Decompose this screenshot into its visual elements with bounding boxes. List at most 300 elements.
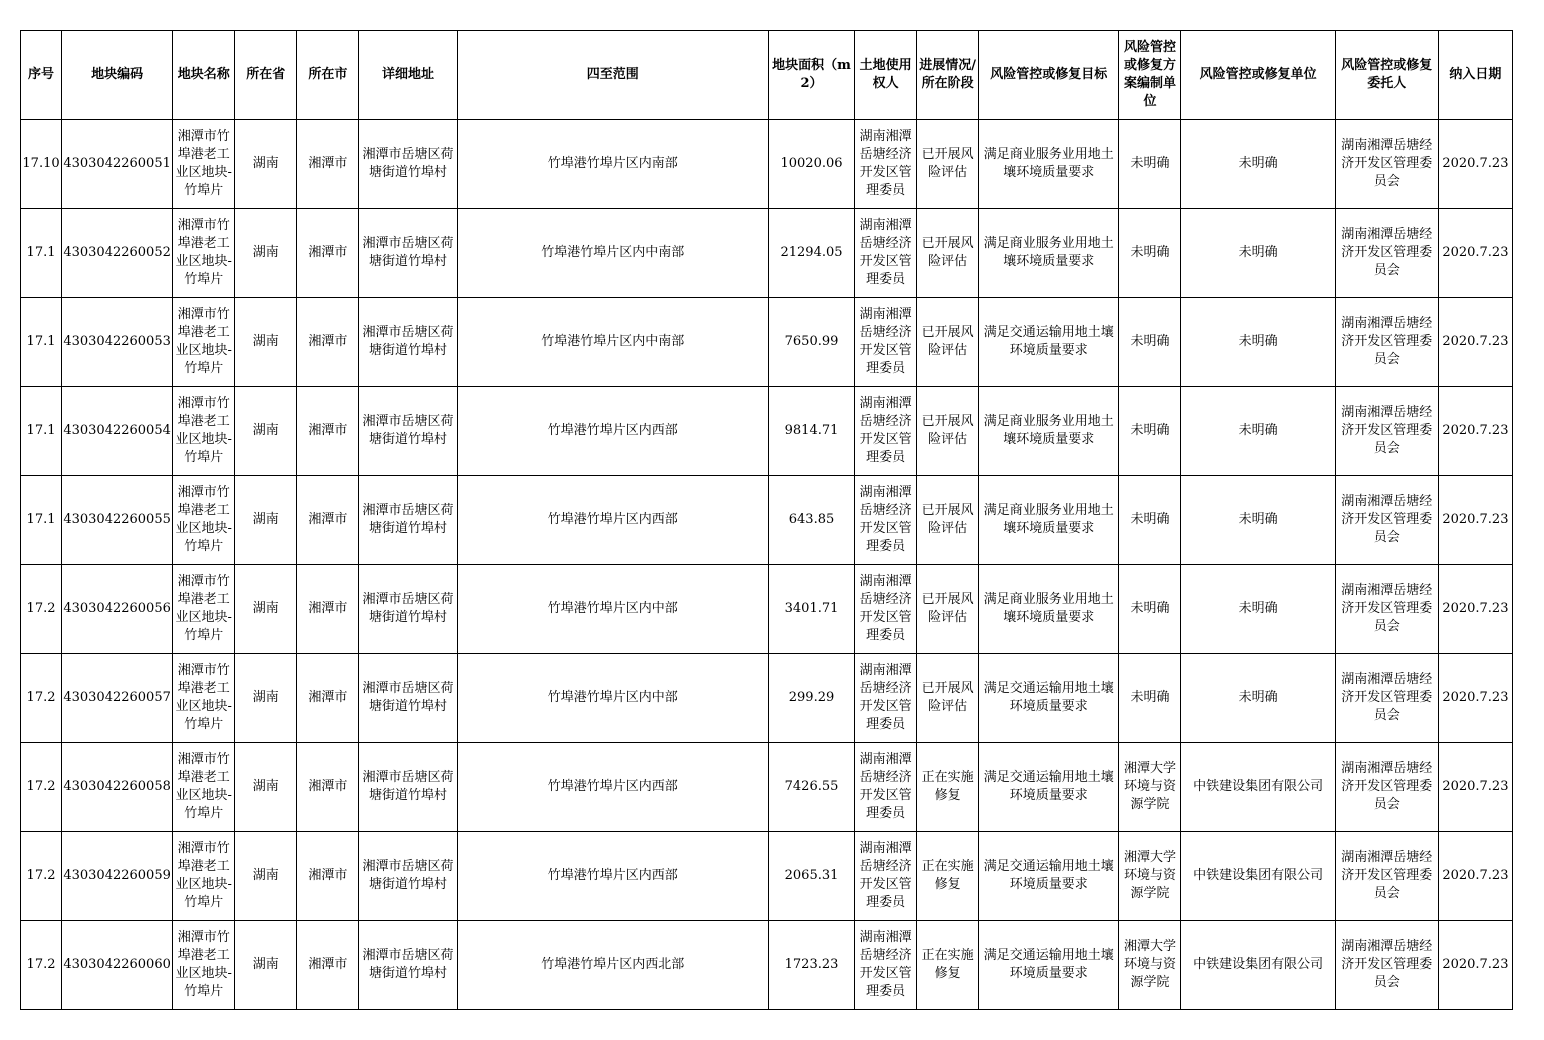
cell-stage-text: 已开展风险评估	[921, 147, 974, 180]
cell-code-text: 4303042260057	[63, 690, 171, 705]
cell-planner	[1119, 120, 1181, 209]
cell-seq-text: 17.1	[26, 245, 56, 260]
cell-code	[62, 743, 173, 832]
cell-owner-text: 湖南湘潭岳塘经济开发区管理委员	[859, 218, 912, 287]
cell-name	[173, 921, 235, 1010]
cell-target-text: 满足商业服务业用地土壤环境质量要求	[983, 147, 1114, 180]
cell-target	[979, 565, 1119, 654]
cell-seq	[21, 298, 62, 387]
cell-target	[979, 921, 1119, 1010]
cell-city	[297, 209, 359, 298]
cell-planner-text: 未明确	[1130, 690, 1170, 705]
cell-area-text: 21294.05	[780, 245, 843, 260]
cell-area	[768, 476, 854, 565]
cell-seq-text: 17.1	[26, 512, 56, 527]
cell-area	[768, 921, 854, 1010]
cell-city	[297, 921, 359, 1010]
table-row	[21, 743, 1513, 832]
cell-planner-text: 未明确	[1130, 156, 1170, 171]
cell-city	[297, 654, 359, 743]
cell-target	[979, 743, 1119, 832]
cell-range-text: 竹埠港竹埠片区内西部	[547, 779, 678, 794]
cell-city-text: 湘潭市	[308, 156, 348, 171]
cell-city-text: 湘潭市	[308, 334, 348, 349]
cell-name	[173, 387, 235, 476]
cell-date	[1438, 832, 1512, 921]
cell-province	[235, 654, 297, 743]
cell-province-text: 湖南	[252, 245, 279, 260]
cell-stage-text: 正在实施修复	[921, 770, 974, 803]
cell-address	[359, 298, 457, 387]
cell-city-text: 湘潭市	[308, 601, 348, 616]
cell-area-text: 643.85	[788, 512, 835, 527]
cell-target	[979, 298, 1119, 387]
cell-province	[235, 298, 297, 387]
cell-seq	[21, 565, 62, 654]
cell-date	[1438, 298, 1512, 387]
cell-date-text: 2020.7.23	[1442, 245, 1509, 260]
cell-client	[1335, 654, 1438, 743]
cell-target	[979, 387, 1119, 476]
cell-target	[979, 654, 1119, 743]
cell-name-text: 湘潭市竹埠港老工业区地块-竹埠片	[175, 663, 232, 732]
cell-executor-text: 中铁建设集团有限公司	[1193, 957, 1324, 972]
cell-owner	[855, 209, 917, 298]
cell-address-text: 湘潭市岳塘区荷塘街道竹埠村	[362, 681, 454, 714]
cell-planner	[1119, 209, 1181, 298]
cell-owner-text: 湖南湘潭岳塘经济开发区管理委员	[859, 574, 912, 643]
cell-owner	[855, 743, 917, 832]
cell-owner	[855, 654, 917, 743]
cell-target-text: 满足商业服务业用地土壤环境质量要求	[983, 503, 1114, 536]
cell-province-text: 湖南	[252, 156, 279, 171]
table-row	[21, 654, 1513, 743]
cell-province-text: 湖南	[252, 334, 279, 349]
cell-date	[1438, 120, 1512, 209]
cell-planner	[1119, 921, 1181, 1010]
cell-target-text: 满足交通运输用地土壤环境质量要求	[983, 859, 1114, 892]
cell-planner-text: 未明确	[1130, 334, 1170, 349]
cell-range-text: 竹埠港竹埠片区内西北部	[541, 957, 685, 972]
cell-executor	[1181, 921, 1335, 1010]
cell-city	[297, 476, 359, 565]
cell-city-text: 湘潭市	[308, 690, 348, 705]
cell-target	[979, 209, 1119, 298]
cell-province	[235, 476, 297, 565]
cell-executor	[1181, 743, 1335, 832]
cell-province-text: 湖南	[252, 690, 279, 705]
cell-date	[1438, 387, 1512, 476]
cell-date-text: 2020.7.23	[1442, 156, 1509, 171]
cell-range	[457, 476, 768, 565]
cell-area-text: 7650.99	[784, 334, 839, 349]
cell-executor-text: 未明确	[1238, 334, 1278, 349]
cell-city-text: 湘潭市	[308, 245, 348, 260]
col-header-province: 所在省	[235, 31, 297, 120]
cell-area	[768, 120, 854, 209]
cell-planner	[1119, 565, 1181, 654]
cell-name-text: 湘潭市竹埠港老工业区地块-竹埠片	[175, 307, 232, 376]
cell-area-text: 3401.71	[784, 601, 839, 616]
cell-address-text: 湘潭市岳塘区荷塘街道竹埠村	[362, 592, 454, 625]
cell-stage-text: 已开展风险评估	[921, 325, 974, 358]
cell-area-text: 9814.71	[784, 423, 839, 438]
cell-owner-text: 湖南湘潭岳塘经济开发区管理委员	[859, 129, 912, 198]
cell-code-text: 4303042260055	[63, 512, 171, 527]
cell-stage-text: 已开展风险评估	[921, 503, 974, 536]
cell-province-text: 湖南	[252, 868, 279, 883]
cell-owner-text: 湖南湘潭岳塘经济开发区管理委员	[859, 396, 912, 465]
cell-seq-text: 17.2	[26, 779, 56, 794]
cell-code	[62, 565, 173, 654]
cell-city-text: 湘潭市	[308, 779, 348, 794]
cell-range	[457, 832, 768, 921]
cell-planner	[1119, 832, 1181, 921]
cell-province-text: 湖南	[252, 423, 279, 438]
cell-name-text: 湘潭市竹埠港老工业区地块-竹埠片	[175, 129, 232, 198]
cell-province	[235, 120, 297, 209]
cell-range	[457, 921, 768, 1010]
cell-range	[457, 743, 768, 832]
table-row	[21, 476, 1513, 565]
cell-stage	[917, 743, 979, 832]
cell-stage	[917, 298, 979, 387]
cell-stage	[917, 387, 979, 476]
cell-range-text: 竹埠港竹埠片区内西部	[547, 868, 678, 883]
cell-planner-text: 湘潭大学环境与资源学院	[1123, 850, 1176, 901]
col-header-executor: 风险管控或修复单位	[1181, 31, 1335, 120]
cell-area-text: 299.29	[788, 690, 835, 705]
cell-code	[62, 387, 173, 476]
cell-stage	[917, 120, 979, 209]
col-header-owner: 土地使用权人	[855, 31, 917, 120]
cell-range	[457, 654, 768, 743]
cell-code-text: 4303042260051	[63, 156, 171, 171]
col-header-range: 四至范围	[457, 31, 768, 120]
cell-target-text: 满足交通运输用地土壤环境质量要求	[983, 770, 1114, 803]
cell-province-text: 湖南	[252, 512, 279, 527]
cell-province	[235, 565, 297, 654]
cell-city	[297, 565, 359, 654]
cell-planner-text: 未明确	[1130, 601, 1170, 616]
cell-province-text: 湖南	[252, 601, 279, 616]
table-row	[21, 921, 1513, 1010]
cell-range-text: 竹埠港竹埠片区内中南部	[541, 334, 685, 349]
cell-stage-text: 正在实施修复	[921, 948, 974, 981]
cell-range	[457, 120, 768, 209]
cell-address	[359, 209, 457, 298]
cell-code-text: 4303042260056	[63, 601, 171, 616]
cell-owner-text: 湖南湘潭岳塘经济开发区管理委员	[859, 485, 912, 554]
cell-name-text: 湘潭市竹埠港老工业区地块-竹埠片	[175, 574, 232, 643]
cell-executor-text: 未明确	[1238, 423, 1278, 438]
cell-address	[359, 654, 457, 743]
cell-date-text: 2020.7.23	[1442, 423, 1509, 438]
cell-seq	[21, 921, 62, 1010]
cell-executor-text: 中铁建设集团有限公司	[1193, 868, 1324, 883]
cell-date-text: 2020.7.23	[1442, 512, 1509, 527]
cell-date-text: 2020.7.23	[1442, 868, 1509, 883]
col-header-client: 风险管控或修复委托人	[1335, 31, 1438, 120]
cell-address-text: 湘潭市岳塘区荷塘街道竹埠村	[362, 147, 454, 180]
col-header-name: 地块名称	[173, 31, 235, 120]
cell-city-text: 湘潭市	[308, 423, 348, 438]
col-header-address: 详细地址	[359, 31, 457, 120]
cell-province	[235, 209, 297, 298]
cell-stage-text: 已开展风险评估	[921, 236, 974, 269]
table-row	[21, 387, 1513, 476]
cell-executor-text: 未明确	[1238, 690, 1278, 705]
cell-target-text: 满足商业服务业用地土壤环境质量要求	[983, 592, 1114, 625]
cell-owner-text: 湖南湘潭岳塘经济开发区管理委员	[859, 663, 912, 732]
cell-client-text: 湖南湘潭岳塘经济开发区管理委员会	[1341, 583, 1433, 634]
cell-client	[1335, 921, 1438, 1010]
cell-client-text: 湖南湘潭岳塘经济开发区管理委员会	[1341, 850, 1433, 901]
cell-code-text: 4303042260058	[63, 779, 171, 794]
cell-range-text: 竹埠港竹埠片区内西部	[547, 512, 678, 527]
cell-area	[768, 387, 854, 476]
cell-stage	[917, 209, 979, 298]
cell-seq	[21, 387, 62, 476]
cell-target-text: 满足交通运输用地土壤环境质量要求	[983, 948, 1114, 981]
cell-range-text: 竹埠港竹埠片区内中南部	[541, 245, 685, 260]
cell-city	[297, 298, 359, 387]
cell-name	[173, 120, 235, 209]
cell-client	[1335, 565, 1438, 654]
cell-owner-text: 湖南湘潭岳塘经济开发区管理委员	[859, 841, 912, 910]
cell-client-text: 湖南湘潭岳塘经济开发区管理委员会	[1341, 672, 1433, 723]
cell-code-text: 4303042260059	[63, 868, 171, 883]
header-row	[21, 31, 1513, 120]
cell-owner-text: 湖南湘潭岳塘经济开发区管理委员	[859, 307, 912, 376]
cell-executor-text: 未明确	[1238, 601, 1278, 616]
table-body	[21, 120, 1513, 1010]
cell-date-text: 2020.7.23	[1442, 957, 1509, 972]
cell-executor	[1181, 565, 1335, 654]
cell-range	[457, 209, 768, 298]
cell-client-text: 湖南湘潭岳塘经济开发区管理委员会	[1341, 494, 1433, 545]
cell-target-text: 满足交通运输用地土壤环境质量要求	[983, 325, 1114, 358]
cell-area	[768, 298, 854, 387]
cell-date-text: 2020.7.23	[1442, 690, 1509, 705]
cell-area-text: 10020.06	[780, 156, 843, 171]
cell-date-text: 2020.7.23	[1442, 334, 1509, 349]
cell-planner	[1119, 476, 1181, 565]
cell-owner	[855, 387, 917, 476]
cell-range-text: 竹埠港竹埠片区内中部	[547, 690, 678, 705]
cell-stage	[917, 921, 979, 1010]
cell-code	[62, 832, 173, 921]
cell-target-text: 满足交通运输用地土壤环境质量要求	[983, 681, 1114, 714]
cell-client	[1335, 387, 1438, 476]
cell-address-text: 湘潭市岳塘区荷塘街道竹埠村	[362, 414, 454, 447]
cell-date	[1438, 209, 1512, 298]
cell-address	[359, 387, 457, 476]
cell-seq	[21, 120, 62, 209]
cell-client-text: 湖南湘潭岳塘经济开发区管理委员会	[1341, 405, 1433, 456]
cell-area-text: 7426.55	[784, 779, 839, 794]
cell-owner	[855, 565, 917, 654]
cell-name-text: 湘潭市竹埠港老工业区地块-竹埠片	[175, 752, 232, 821]
cell-address	[359, 120, 457, 209]
cell-target	[979, 476, 1119, 565]
cell-area	[768, 209, 854, 298]
cell-name	[173, 209, 235, 298]
cell-city	[297, 832, 359, 921]
cell-province	[235, 743, 297, 832]
cell-stage	[917, 476, 979, 565]
cell-name-text: 湘潭市竹埠港老工业区地块-竹埠片	[175, 396, 232, 465]
cell-code	[62, 476, 173, 565]
cell-seq-text: 17.10	[22, 156, 60, 171]
cell-code-text: 4303042260054	[63, 423, 171, 438]
cell-address-text: 湘潭市岳塘区荷塘街道竹埠村	[362, 948, 454, 981]
col-header-date: 纳入日期	[1438, 31, 1512, 120]
cell-province	[235, 387, 297, 476]
cell-date-text: 2020.7.23	[1442, 601, 1509, 616]
cell-range	[457, 565, 768, 654]
cell-seq	[21, 476, 62, 565]
cell-area	[768, 654, 854, 743]
cell-address	[359, 565, 457, 654]
cell-stage-text: 已开展风险评估	[921, 681, 974, 714]
cell-client	[1335, 743, 1438, 832]
cell-client-text: 湖南湘潭岳塘经济开发区管理委员会	[1341, 138, 1433, 189]
cell-planner	[1119, 387, 1181, 476]
cell-address	[359, 476, 457, 565]
cell-owner	[855, 921, 917, 1010]
cell-owner	[855, 832, 917, 921]
cell-client	[1335, 476, 1438, 565]
cell-stage-text: 已开展风险评估	[921, 592, 974, 625]
cell-address	[359, 743, 457, 832]
cell-owner-text: 湖南湘潭岳塘经济开发区管理委员	[859, 752, 912, 821]
cell-name	[173, 654, 235, 743]
cell-client	[1335, 120, 1438, 209]
cell-date	[1438, 743, 1512, 832]
cell-executor	[1181, 120, 1335, 209]
cell-city-text: 湘潭市	[308, 957, 348, 972]
cell-seq	[21, 832, 62, 921]
col-header-planner: 风险管控或修复方案编制单位	[1119, 31, 1181, 120]
cell-seq-text: 17.2	[26, 868, 56, 883]
cell-code	[62, 298, 173, 387]
cell-planner	[1119, 743, 1181, 832]
cell-executor	[1181, 209, 1335, 298]
cell-province-text: 湖南	[252, 957, 279, 972]
cell-client-text: 湖南湘潭岳塘经济开发区管理委员会	[1341, 227, 1433, 278]
cell-name	[173, 743, 235, 832]
cell-planner-text: 湘潭大学环境与资源学院	[1123, 939, 1176, 990]
cell-executor	[1181, 832, 1335, 921]
cell-area	[768, 743, 854, 832]
cell-range-text: 竹埠港竹埠片区内西部	[547, 423, 678, 438]
cell-planner-text: 湘潭大学环境与资源学院	[1123, 761, 1176, 812]
cell-client	[1335, 298, 1438, 387]
cell-date	[1438, 921, 1512, 1010]
cell-owner	[855, 298, 917, 387]
site-table	[20, 30, 1513, 1010]
cell-seq-text: 17.2	[26, 601, 56, 616]
cell-city	[297, 120, 359, 209]
cell-seq	[21, 743, 62, 832]
cell-address-text: 湘潭市岳塘区荷塘街道竹埠村	[362, 859, 454, 892]
cell-client	[1335, 832, 1438, 921]
cell-stage-text: 正在实施修复	[921, 859, 974, 892]
cell-client-text: 湖南湘潭岳塘经济开发区管理委员会	[1341, 761, 1433, 812]
cell-target	[979, 832, 1119, 921]
cell-address-text: 湘潭市岳塘区荷塘街道竹埠村	[362, 236, 454, 269]
cell-address	[359, 921, 457, 1010]
cell-area-text: 1723.23	[784, 957, 839, 972]
cell-city	[297, 743, 359, 832]
col-header-target: 风险管控或修复目标	[979, 31, 1119, 120]
cell-code	[62, 120, 173, 209]
cell-seq	[21, 209, 62, 298]
cell-owner-text: 湖南湘潭岳塘经济开发区管理委员	[859, 930, 912, 999]
cell-executor	[1181, 298, 1335, 387]
cell-code	[62, 654, 173, 743]
table-row	[21, 832, 1513, 921]
cell-address-text: 湘潭市岳塘区荷塘街道竹埠村	[362, 503, 454, 536]
cell-target-text: 满足商业服务业用地土壤环境质量要求	[983, 414, 1114, 447]
cell-stage	[917, 565, 979, 654]
table-row	[21, 565, 1513, 654]
cell-planner-text: 未明确	[1130, 512, 1170, 527]
cell-planner	[1119, 654, 1181, 743]
cell-stage	[917, 832, 979, 921]
cell-address-text: 湘潭市岳塘区荷塘街道竹埠村	[362, 325, 454, 358]
col-header-code: 地块编码	[62, 31, 173, 120]
cell-planner-text: 未明确	[1130, 423, 1170, 438]
cell-name	[173, 832, 235, 921]
col-header-city: 所在市	[297, 31, 359, 120]
cell-range	[457, 298, 768, 387]
cell-target	[979, 120, 1119, 209]
cell-area-text: 2065.31	[784, 868, 839, 883]
cell-code	[62, 921, 173, 1010]
cell-owner	[855, 120, 917, 209]
col-header-seq: 序号	[21, 31, 62, 120]
cell-seq-text: 17.1	[26, 334, 56, 349]
cell-stage	[917, 654, 979, 743]
table-row	[21, 209, 1513, 298]
cell-area	[768, 565, 854, 654]
cell-date	[1438, 654, 1512, 743]
cell-name	[173, 298, 235, 387]
cell-owner	[855, 476, 917, 565]
cell-seq-text: 17.2	[26, 690, 56, 705]
cell-city-text: 湘潭市	[308, 868, 348, 883]
cell-address-text: 湘潭市岳塘区荷塘街道竹埠村	[362, 770, 454, 803]
cell-planner-text: 未明确	[1130, 245, 1170, 260]
cell-range-text: 竹埠港竹埠片区内南部	[547, 156, 678, 171]
cell-range	[457, 387, 768, 476]
cell-date	[1438, 565, 1512, 654]
cell-client-text: 湖南湘潭岳塘经济开发区管理委员会	[1341, 316, 1433, 367]
cell-code-text: 4303042260060	[63, 957, 171, 972]
cell-executor-text: 中铁建设集团有限公司	[1193, 779, 1324, 794]
cell-code	[62, 209, 173, 298]
cell-name-text: 湘潭市竹埠港老工业区地块-竹埠片	[175, 930, 232, 999]
cell-seq-text: 17.1	[26, 423, 56, 438]
table-row	[21, 120, 1513, 209]
cell-client	[1335, 209, 1438, 298]
cell-date-text: 2020.7.23	[1442, 779, 1509, 794]
cell-stage-text: 已开展风险评估	[921, 414, 974, 447]
cell-seq-text: 17.2	[26, 957, 56, 972]
col-header-area: 地块面积（m2）	[768, 31, 854, 120]
